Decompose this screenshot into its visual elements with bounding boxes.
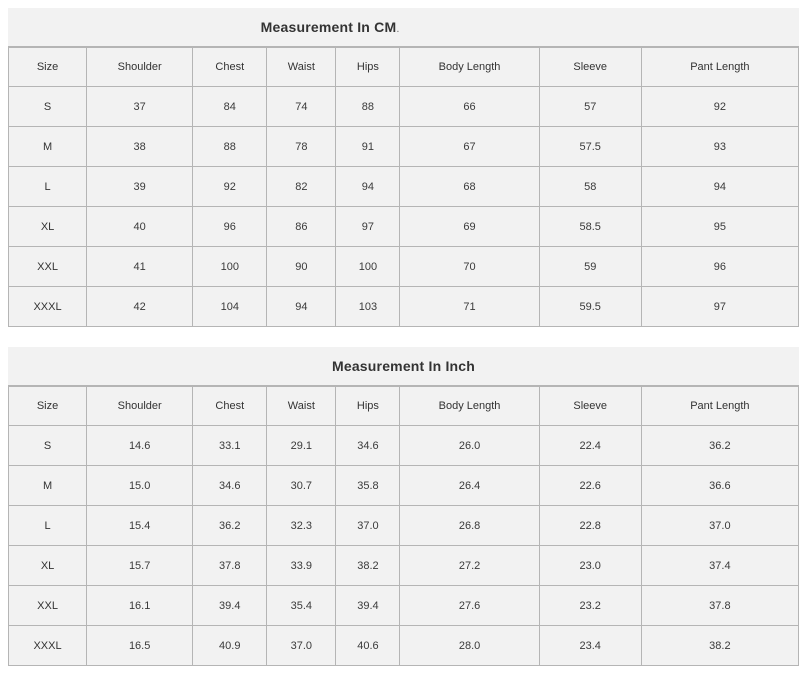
column-header-sleeve: Sleeve xyxy=(539,48,641,87)
cell-size: XXL xyxy=(9,586,87,626)
cell-size: XXXL xyxy=(9,626,87,666)
table-row xyxy=(9,127,799,167)
cell-shoulder: 42 xyxy=(87,287,193,327)
cell-chest: 33.1 xyxy=(193,426,267,466)
cell-chest: 37.8 xyxy=(193,546,267,586)
cell-waist: 90 xyxy=(267,247,336,287)
cell-sleeve: 22.4 xyxy=(539,426,641,466)
cell-size: M xyxy=(9,466,87,506)
cell-hips: 37.0 xyxy=(336,506,400,546)
cell-sleeve: 58 xyxy=(539,167,641,207)
cell-waist: 37.0 xyxy=(267,626,336,666)
cell-body-length: 67 xyxy=(400,127,539,167)
column-header-waist: Waist xyxy=(267,387,336,426)
cell-body-length: 68 xyxy=(400,167,539,207)
cell-sleeve: 23.2 xyxy=(539,586,641,626)
cell-pant-length: 38.2 xyxy=(641,626,798,666)
cell-shoulder: 38 xyxy=(87,127,193,167)
cell-sleeve: 57.5 xyxy=(539,127,641,167)
cell-shoulder: 15.4 xyxy=(87,506,193,546)
cell-size: XL xyxy=(9,546,87,586)
cell-chest: 100 xyxy=(193,247,267,287)
cell-waist: 32.3 xyxy=(267,506,336,546)
cell-waist: 78 xyxy=(267,127,336,167)
cell-sleeve: 57 xyxy=(539,87,641,127)
cell-chest: 92 xyxy=(193,167,267,207)
cell-sleeve: 59 xyxy=(539,247,641,287)
column-header-pant-length: Pant Length xyxy=(641,387,798,426)
cell-hips: 39.4 xyxy=(336,586,400,626)
table-row xyxy=(9,506,799,546)
measurement-cm-title xyxy=(8,8,799,47)
cell-size: XL xyxy=(9,207,87,247)
cell-body-length: 26.4 xyxy=(400,466,539,506)
cell-pant-length: 36.6 xyxy=(641,466,798,506)
column-header-size: Size xyxy=(9,387,87,426)
table-row xyxy=(9,466,799,506)
cell-hips: 100 xyxy=(336,247,400,287)
cell-pant-length: 93 xyxy=(641,127,798,167)
cell-shoulder: 15.0 xyxy=(87,466,193,506)
cell-body-length: 70 xyxy=(400,247,539,287)
column-header-pant-length: Pant Length xyxy=(641,48,798,87)
column-header-shoulder: Shoulder xyxy=(87,48,193,87)
column-header-hips: Hips xyxy=(336,387,400,426)
cell-pant-length: 36.2 xyxy=(641,426,798,466)
cell-body-length: 27.2 xyxy=(400,546,539,586)
column-header-shoulder: Shoulder xyxy=(87,387,193,426)
measurement-cm-title-mark: . xyxy=(396,23,400,35)
cell-pant-length: 37.4 xyxy=(641,546,798,586)
cell-shoulder: 40 xyxy=(87,207,193,247)
cell-body-length: 26.8 xyxy=(400,506,539,546)
cell-hips: 38.2 xyxy=(336,546,400,586)
cell-body-length: 28.0 xyxy=(400,626,539,666)
cell-hips: 34.6 xyxy=(336,426,400,466)
cell-body-length: 69 xyxy=(400,207,539,247)
cell-size: L xyxy=(9,506,87,546)
column-header-chest: Chest xyxy=(193,48,267,87)
cell-size: L xyxy=(9,167,87,207)
cell-shoulder: 14.6 xyxy=(87,426,193,466)
measurement-cm-body xyxy=(9,87,799,327)
measurement-inch-header xyxy=(9,387,799,426)
cell-body-length: 27.6 xyxy=(400,586,539,626)
column-header-size: Size xyxy=(9,48,87,87)
cell-size: S xyxy=(9,87,87,127)
measurement-inch-title xyxy=(8,347,799,386)
column-header-body-length: Body Length xyxy=(400,387,539,426)
cell-waist: 82 xyxy=(267,167,336,207)
table-row xyxy=(9,167,799,207)
measurement-inch-title-text: Measurement In Inch xyxy=(331,358,476,374)
cell-waist: 33.9 xyxy=(267,546,336,586)
cell-chest: 40.9 xyxy=(193,626,267,666)
cell-sleeve: 22.8 xyxy=(539,506,641,546)
measurement-cm-table xyxy=(8,8,799,327)
cell-waist: 29.1 xyxy=(267,426,336,466)
column-header-sleeve: Sleeve xyxy=(539,387,641,426)
cell-shoulder: 16.5 xyxy=(87,626,193,666)
cell-waist: 74 xyxy=(267,87,336,127)
cell-shoulder: 16.1 xyxy=(87,586,193,626)
cell-shoulder: 39 xyxy=(87,167,193,207)
cell-pant-length: 97 xyxy=(641,287,798,327)
cell-waist: 35.4 xyxy=(267,586,336,626)
cell-shoulder: 41 xyxy=(87,247,193,287)
cell-body-length: 71 xyxy=(400,287,539,327)
cell-chest: 39.4 xyxy=(193,586,267,626)
measurement-inch-table xyxy=(8,347,799,666)
cell-shoulder: 15.7 xyxy=(87,546,193,586)
cell-hips: 35.8 xyxy=(336,466,400,506)
cell-pant-length: 37.8 xyxy=(641,586,798,626)
cell-hips: 97 xyxy=(336,207,400,247)
table-row xyxy=(9,287,799,327)
measurement-cm-title-text: Measurement In CM xyxy=(260,19,397,35)
table-row xyxy=(9,247,799,287)
cell-pant-length: 96 xyxy=(641,247,798,287)
cell-hips: 91 xyxy=(336,127,400,167)
cell-body-length: 66 xyxy=(400,87,539,127)
table-row xyxy=(9,546,799,586)
table-header-row xyxy=(9,387,799,426)
cell-sleeve: 23.4 xyxy=(539,626,641,666)
cell-pant-length: 95 xyxy=(641,207,798,247)
table-row xyxy=(9,207,799,247)
cell-size: M xyxy=(9,127,87,167)
cell-chest: 84 xyxy=(193,87,267,127)
table-row xyxy=(9,626,799,666)
table-row xyxy=(9,87,799,127)
table-row xyxy=(9,426,799,466)
cell-sleeve: 59.5 xyxy=(539,287,641,327)
cell-waist: 94 xyxy=(267,287,336,327)
cell-size: XXL xyxy=(9,247,87,287)
cell-waist: 30.7 xyxy=(267,466,336,506)
cell-hips: 88 xyxy=(336,87,400,127)
cell-chest: 88 xyxy=(193,127,267,167)
cell-chest: 36.2 xyxy=(193,506,267,546)
measurement-inch-body xyxy=(9,426,799,666)
cell-size: S xyxy=(9,426,87,466)
table-row xyxy=(9,586,799,626)
cell-sleeve: 58.5 xyxy=(539,207,641,247)
cell-waist: 86 xyxy=(267,207,336,247)
cell-hips: 40.6 xyxy=(336,626,400,666)
column-header-hips: Hips xyxy=(336,48,400,87)
cell-hips: 94 xyxy=(336,167,400,207)
cell-sleeve: 22.6 xyxy=(539,466,641,506)
cell-chest: 104 xyxy=(193,287,267,327)
cell-body-length: 26.0 xyxy=(400,426,539,466)
cell-shoulder: 37 xyxy=(87,87,193,127)
cell-hips: 103 xyxy=(336,287,400,327)
column-header-chest: Chest xyxy=(193,387,267,426)
cell-size: XXXL xyxy=(9,287,87,327)
column-header-waist: Waist xyxy=(267,48,336,87)
cell-chest: 34.6 xyxy=(193,466,267,506)
measurement-cm-header xyxy=(9,48,799,87)
cell-pant-length: 92 xyxy=(641,87,798,127)
cell-chest: 96 xyxy=(193,207,267,247)
cell-pant-length: 94 xyxy=(641,167,798,207)
cell-sleeve: 23.0 xyxy=(539,546,641,586)
table-header-row xyxy=(9,48,799,87)
column-header-body-length: Body Length xyxy=(400,48,539,87)
cell-pant-length: 37.0 xyxy=(641,506,798,546)
